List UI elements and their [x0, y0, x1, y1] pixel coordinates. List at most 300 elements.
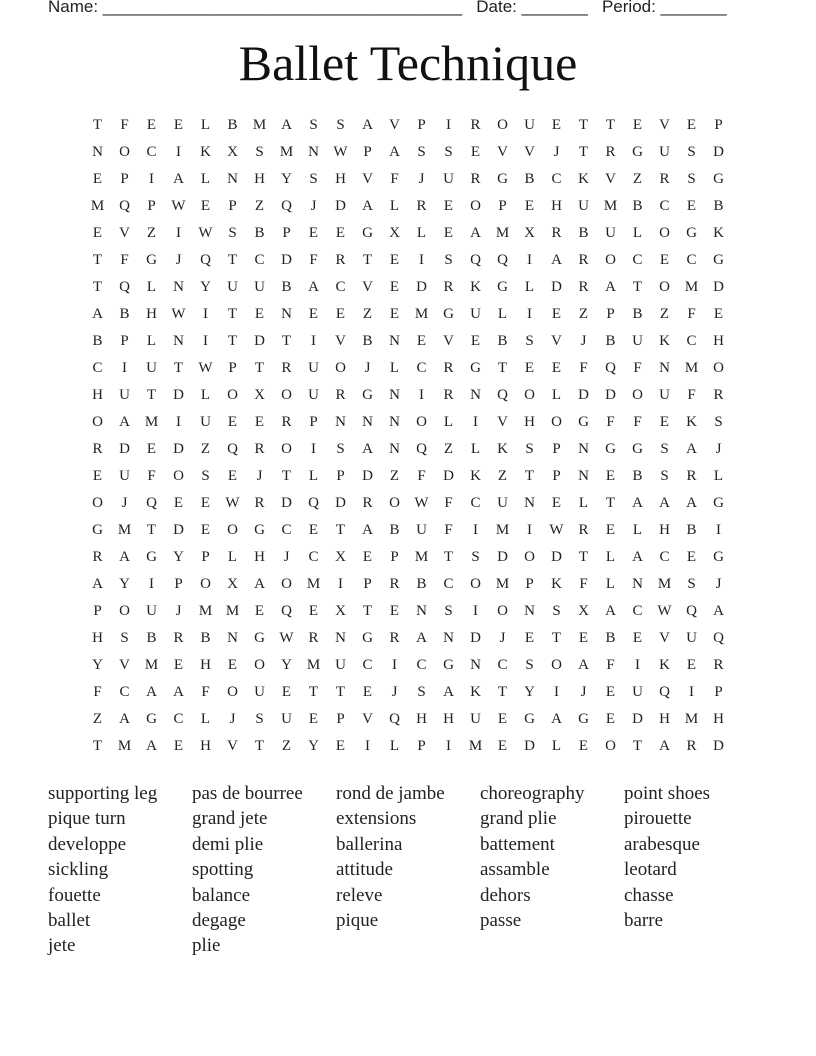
grid-letter[interactable]: W [657, 603, 672, 619]
grid-letter[interactable]: N [389, 333, 400, 349]
grid-letter[interactable]: U [578, 198, 589, 214]
grid-letter[interactable]: M [306, 576, 321, 592]
grid-letter[interactable]: P [120, 171, 129, 187]
grid-letter[interactable]: O [416, 414, 427, 430]
grid-letter[interactable]: E [308, 522, 319, 538]
grid-letter[interactable]: Q [119, 198, 130, 214]
grid-letter[interactable]: M [117, 522, 132, 538]
grid-letter[interactable]: X [578, 603, 589, 619]
grid-letter[interactable]: A [362, 522, 373, 538]
grid-letter[interactable]: O [389, 495, 400, 511]
grid-letter[interactable]: O [632, 387, 643, 403]
grid-letter[interactable]: U [524, 117, 535, 133]
grid-letter[interactable]: A [173, 171, 184, 187]
grid-letter[interactable]: T [497, 684, 508, 700]
grid-letter[interactable]: M [684, 279, 699, 295]
grid-letter[interactable]: E [308, 225, 319, 241]
grid-letter[interactable]: D [713, 144, 724, 160]
grid-letter[interactable]: V [362, 711, 373, 727]
grid-letter[interactable]: K [497, 441, 508, 457]
grid-letter[interactable]: J [310, 198, 317, 214]
grid-letter[interactable]: T [632, 738, 643, 754]
grid-letter[interactable]: U [146, 360, 157, 376]
grid-letter[interactable]: E [254, 603, 265, 619]
grid-letter[interactable]: O [497, 117, 508, 133]
grid-letter[interactable]: A [578, 657, 589, 673]
grid-letter[interactable]: B [632, 198, 643, 214]
grid-letter[interactable]: T [281, 333, 292, 349]
grid-letter[interactable]: N [173, 279, 184, 295]
grid-letter[interactable]: U [308, 387, 319, 403]
grid-letter[interactable]: T [362, 252, 373, 268]
grid-letter[interactable]: A [119, 414, 130, 430]
grid-letter[interactable]: E [308, 603, 319, 619]
grid-letter[interactable]: A [119, 549, 130, 565]
grid-letter[interactable]: F [390, 171, 399, 187]
grid-letter[interactable]: T [227, 252, 238, 268]
grid-letter[interactable]: I [689, 684, 694, 700]
grid-letter[interactable]: T [92, 279, 103, 295]
grid-letter[interactable]: E [659, 252, 670, 268]
grid-letter[interactable]: V [659, 117, 670, 133]
grid-letter[interactable]: A [362, 441, 373, 457]
grid-letter[interactable]: K [578, 171, 589, 187]
grid-letter[interactable]: L [551, 738, 562, 754]
grid-letter[interactable]: O [713, 360, 724, 376]
grid-letter[interactable]: U [416, 522, 427, 538]
grid-letter[interactable]: E [200, 522, 211, 538]
grid-letter[interactable]: C [416, 657, 427, 673]
grid-letter[interactable]: I [473, 414, 478, 430]
grid-letter[interactable]: S [660, 441, 669, 457]
grid-letter[interactable]: E [308, 306, 319, 322]
grid-letter[interactable]: J [499, 630, 506, 646]
grid-letter[interactable]: F [147, 468, 156, 484]
grid-letter[interactable]: R [470, 117, 481, 133]
grid-letter[interactable]: G [362, 630, 373, 646]
grid-letter[interactable]: S [444, 603, 453, 619]
grid-letter[interactable]: D [551, 549, 562, 565]
grid-letter[interactable]: B [254, 225, 265, 241]
grid-letter[interactable]: W [171, 198, 186, 214]
grid-letter[interactable]: Q [605, 360, 616, 376]
grid-letter[interactable]: E [524, 198, 535, 214]
grid-letter[interactable]: I [473, 603, 478, 619]
grid-letter[interactable]: L [200, 171, 211, 187]
grid-letter[interactable]: A [605, 603, 616, 619]
grid-letter[interactable]: D [497, 549, 508, 565]
grid-letter[interactable]: Q [119, 279, 130, 295]
grid-letter[interactable]: T [605, 495, 616, 511]
grid-letter[interactable]: E [443, 198, 454, 214]
grid-letter[interactable]: A [659, 495, 670, 511]
grid-letter[interactable]: U [254, 684, 265, 700]
grid-letter[interactable]: W [549, 522, 564, 538]
grid-letter[interactable]: N [173, 333, 184, 349]
grid-letter[interactable]: E [605, 468, 616, 484]
grid-letter[interactable]: I [149, 171, 154, 187]
grid-letter[interactable]: K [470, 468, 481, 484]
grid-letter[interactable]: N [470, 657, 481, 673]
grid-letter[interactable]: R [389, 576, 400, 592]
grid-letter[interactable]: A [686, 495, 697, 511]
grid-letter[interactable]: I [527, 252, 532, 268]
grid-letter[interactable]: V [551, 333, 562, 349]
grid-letter[interactable]: B [200, 630, 211, 646]
grid-letter[interactable]: U [470, 711, 481, 727]
grid-letter[interactable]: U [227, 279, 238, 295]
grid-letter[interactable]: P [525, 576, 534, 592]
grid-letter[interactable]: S [336, 117, 345, 133]
grid-letter[interactable]: H [146, 306, 157, 322]
grid-letter[interactable]: Z [497, 468, 508, 484]
grid-letter[interactable]: E [335, 738, 346, 754]
grid-letter[interactable]: O [281, 387, 292, 403]
grid-letter[interactable]: U [497, 495, 508, 511]
grid-letter[interactable]: I [554, 684, 559, 700]
grid-letter[interactable]: E [443, 225, 454, 241]
grid-letter[interactable]: S [417, 684, 426, 700]
grid-letter[interactable]: F [606, 657, 615, 673]
grid-letter[interactable]: T [335, 684, 346, 700]
grid-letter[interactable]: F [444, 495, 453, 511]
grid-letter[interactable]: A [254, 576, 265, 592]
grid-letter[interactable]: W [414, 495, 429, 511]
grid-letter[interactable]: C [686, 333, 697, 349]
grid-letter[interactable]: R [686, 468, 697, 484]
grid-letter[interactable]: S [255, 144, 264, 160]
grid-letter[interactable]: Z [254, 198, 265, 214]
grid-letter[interactable]: R [713, 657, 724, 673]
grid-letter[interactable]: S [687, 171, 696, 187]
grid-letter[interactable]: T [335, 522, 346, 538]
grid-letter[interactable]: E [227, 657, 238, 673]
grid-letter[interactable]: A [362, 117, 373, 133]
grid-letter[interactable]: E [389, 603, 400, 619]
grid-letter[interactable]: R [443, 279, 454, 295]
grid-letter[interactable]: G [497, 171, 508, 187]
grid-letter[interactable]: R [362, 495, 373, 511]
grid-letter[interactable]: T [578, 144, 589, 160]
grid-letter[interactable]: G [254, 630, 265, 646]
grid-letter[interactable]: A [389, 144, 400, 160]
grid-letter[interactable]: E [659, 414, 670, 430]
grid-letter[interactable]: P [93, 603, 102, 619]
grid-letter[interactable]: G [254, 522, 265, 538]
grid-letter[interactable]: V [362, 171, 373, 187]
grid-letter[interactable]: P [390, 549, 399, 565]
grid-letter[interactable]: N [389, 414, 400, 430]
grid-letter[interactable]: E [92, 468, 103, 484]
grid-letter[interactable]: R [335, 387, 346, 403]
grid-letter[interactable]: R [173, 630, 184, 646]
grid-letter[interactable]: A [281, 117, 292, 133]
grid-letter[interactable]: H [659, 522, 670, 538]
grid-letter[interactable]: R [578, 279, 589, 295]
grid-letter[interactable]: E [254, 414, 265, 430]
grid-letter[interactable]: U [335, 657, 346, 673]
grid-letter[interactable]: V [227, 738, 238, 754]
grid-letter[interactable]: Y [119, 576, 130, 592]
grid-letter[interactable]: E [605, 684, 616, 700]
grid-letter[interactable]: L [632, 225, 643, 241]
grid-letter[interactable]: C [173, 711, 184, 727]
grid-letter[interactable]: L [389, 360, 400, 376]
grid-letter[interactable]: K [659, 333, 670, 349]
grid-letter[interactable]: A [659, 738, 670, 754]
grid-letter[interactable]: F [633, 414, 642, 430]
grid-letter[interactable]: T [524, 468, 535, 484]
grid-letter[interactable]: G [713, 171, 724, 187]
grid-letter[interactable]: I [473, 522, 478, 538]
grid-letter[interactable]: C [254, 252, 265, 268]
grid-letter[interactable]: F [93, 684, 102, 700]
grid-letter[interactable]: K [470, 279, 481, 295]
grid-letter[interactable]: N [389, 387, 400, 403]
grid-letter[interactable]: D [281, 495, 292, 511]
grid-letter[interactable]: F [579, 360, 588, 376]
grid-letter[interactable]: J [283, 549, 290, 565]
grid-letter[interactable]: C [443, 576, 454, 592]
grid-letter[interactable]: R [551, 225, 562, 241]
grid-letter[interactable]: P [714, 117, 723, 133]
grid-letter[interactable]: L [578, 495, 589, 511]
grid-letter[interactable]: U [443, 171, 454, 187]
grid-letter[interactable]: Z [200, 441, 211, 457]
grid-letter[interactable]: A [416, 630, 427, 646]
grid-letter[interactable]: D [362, 468, 373, 484]
grid-letter[interactable]: E [470, 144, 481, 160]
grid-letter[interactable]: H [713, 333, 724, 349]
grid-letter[interactable]: L [200, 387, 211, 403]
grid-letter[interactable]: T [605, 117, 616, 133]
grid-letter[interactable]: L [227, 549, 238, 565]
grid-letter[interactable]: W [279, 630, 294, 646]
grid-letter[interactable]: M [117, 738, 132, 754]
grid-letter[interactable]: M [684, 711, 699, 727]
grid-letter[interactable]: R [713, 387, 724, 403]
grid-letter[interactable]: P [201, 549, 210, 565]
grid-letter[interactable]: S [687, 144, 696, 160]
grid-letter[interactable]: B [713, 198, 724, 214]
grid-letter[interactable]: V [443, 333, 454, 349]
grid-letter[interactable]: R [659, 171, 670, 187]
grid-letter[interactable]: Q [389, 711, 400, 727]
grid-letter[interactable]: U [308, 360, 319, 376]
grid-letter[interactable]: E [470, 333, 481, 349]
grid-letter[interactable]: A [119, 711, 130, 727]
grid-letter[interactable]: U [119, 468, 130, 484]
grid-letter[interactable]: R [308, 630, 319, 646]
grid-letter[interactable]: M [90, 198, 105, 214]
grid-letter[interactable]: D [173, 522, 184, 538]
grid-letter[interactable]: P [552, 441, 561, 457]
grid-letter[interactable]: B [362, 333, 373, 349]
grid-letter[interactable]: A [686, 441, 697, 457]
grid-letter[interactable]: R [470, 171, 481, 187]
grid-letter[interactable]: B [92, 333, 103, 349]
grid-letter[interactable]: E [173, 738, 184, 754]
grid-letter[interactable]: N [335, 414, 346, 430]
grid-letter[interactable]: P [606, 306, 615, 322]
grid-letter[interactable]: E [578, 738, 589, 754]
grid-letter[interactable]: E [578, 630, 589, 646]
grid-letter[interactable]: G [632, 441, 643, 457]
grid-letter[interactable]: F [633, 360, 642, 376]
grid-letter[interactable]: T [146, 387, 157, 403]
grid-letter[interactable]: T [578, 117, 589, 133]
grid-letter[interactable]: W [198, 360, 213, 376]
grid-letter[interactable]: O [92, 414, 103, 430]
grid-letter[interactable]: O [227, 522, 238, 538]
grid-letter[interactable]: L [713, 468, 724, 484]
grid-letter[interactable]: D [416, 279, 427, 295]
grid-letter[interactable]: P [309, 414, 318, 430]
grid-letter[interactable]: C [92, 360, 103, 376]
grid-letter[interactable]: J [580, 333, 587, 349]
grid-letter[interactable]: E [389, 306, 400, 322]
grid-letter[interactable]: O [335, 360, 346, 376]
grid-letter[interactable]: C [281, 522, 292, 538]
grid-letter[interactable]: G [713, 495, 724, 511]
grid-letter[interactable]: E [389, 279, 400, 295]
grid-letter[interactable]: O [92, 495, 103, 511]
grid-letter[interactable]: M [198, 603, 213, 619]
grid-letter[interactable]: E [308, 711, 319, 727]
grid-letter[interactable]: M [414, 306, 429, 322]
grid-letter[interactable]: N [227, 630, 238, 646]
grid-letter[interactable]: O [254, 657, 265, 673]
grid-letter[interactable]: T [308, 684, 319, 700]
grid-letter[interactable]: T [551, 630, 562, 646]
grid-letter[interactable]: X [389, 225, 400, 241]
grid-letter[interactable]: E [605, 711, 616, 727]
grid-letter[interactable]: T [497, 360, 508, 376]
grid-letter[interactable]: P [120, 333, 129, 349]
grid-letter[interactable]: Q [281, 198, 292, 214]
grid-letter[interactable]: T [254, 738, 265, 754]
grid-letter[interactable]: D [281, 252, 292, 268]
grid-letter[interactable]: J [229, 711, 236, 727]
grid-letter[interactable]: O [524, 549, 535, 565]
grid-letter[interactable]: M [252, 117, 267, 133]
grid-letter[interactable]: E [524, 360, 535, 376]
grid-letter[interactable]: P [552, 468, 561, 484]
grid-letter[interactable]: B [632, 306, 643, 322]
grid-letter[interactable]: P [282, 225, 291, 241]
grid-letter[interactable]: V [119, 657, 130, 673]
grid-letter[interactable]: S [444, 252, 453, 268]
grid-letter[interactable]: E [335, 306, 346, 322]
grid-letter[interactable]: B [686, 522, 697, 538]
grid-letter[interactable]: N [389, 441, 400, 457]
grid-letter[interactable]: H [254, 549, 265, 565]
grid-letter[interactable]: T [173, 360, 184, 376]
grid-letter[interactable]: Y [200, 279, 211, 295]
grid-letter[interactable]: O [551, 657, 562, 673]
grid-letter[interactable]: N [524, 603, 535, 619]
grid-letter[interactable]: H [524, 414, 535, 430]
grid-letter[interactable]: C [659, 549, 670, 565]
grid-letter[interactable]: J [391, 684, 398, 700]
grid-letter[interactable]: C [335, 279, 346, 295]
grid-letter[interactable]: T [578, 549, 589, 565]
grid-letter[interactable]: I [176, 414, 181, 430]
grid-letter[interactable]: G [443, 306, 454, 322]
grid-letter[interactable]: N [470, 387, 481, 403]
grid-letter[interactable]: G [686, 225, 697, 241]
grid-letter[interactable]: E [632, 117, 643, 133]
grid-letter[interactable]: N [578, 468, 589, 484]
grid-letter[interactable]: E [146, 117, 157, 133]
grid-letter[interactable]: E [686, 549, 697, 565]
grid-letter[interactable]: H [92, 387, 103, 403]
grid-letter[interactable]: G [578, 711, 589, 727]
grid-letter[interactable]: S [417, 144, 426, 160]
grid-letter[interactable]: L [470, 441, 481, 457]
grid-letter[interactable]: T [281, 468, 292, 484]
grid-letter[interactable]: M [495, 522, 510, 538]
name-field[interactable]: Name: ______________________________________ [48, 0, 463, 16]
grid-letter[interactable]: P [417, 738, 426, 754]
grid-letter[interactable]: V [497, 414, 508, 430]
grid-letter[interactable]: F [120, 117, 129, 133]
grid-letter[interactable]: C [119, 684, 130, 700]
grid-letter[interactable]: M [144, 414, 159, 430]
grid-letter[interactable]: H [443, 711, 454, 727]
grid-letter[interactable]: O [605, 252, 616, 268]
grid-letter[interactable]: T [92, 738, 103, 754]
grid-letter[interactable]: J [121, 495, 128, 511]
grid-letter[interactable]: N [443, 630, 454, 646]
grid-letter[interactable]: A [713, 603, 724, 619]
grid-letter[interactable]: H [551, 198, 562, 214]
grid-letter[interactable]: D [119, 441, 130, 457]
grid-letter[interactable]: N [362, 414, 373, 430]
grid-letter[interactable]: M [414, 549, 429, 565]
grid-letter[interactable]: F [120, 252, 129, 268]
grid-letter[interactable]: D [632, 711, 643, 727]
grid-letter[interactable]: S [714, 414, 723, 430]
grid-letter[interactable]: Q [713, 630, 724, 646]
grid-letter[interactable]: L [200, 711, 211, 727]
grid-letter[interactable]: Q [146, 495, 157, 511]
grid-letter[interactable]: I [392, 657, 397, 673]
grid-letter[interactable]: Z [362, 306, 373, 322]
grid-letter[interactable]: V [362, 279, 373, 295]
grid-letter[interactable]: E [524, 630, 535, 646]
grid-letter[interactable]: Q [497, 387, 508, 403]
grid-letter[interactable]: P [363, 576, 372, 592]
grid-letter[interactable]: O [659, 225, 670, 241]
grid-letter[interactable]: Z [92, 711, 103, 727]
grid-letter[interactable]: G [470, 360, 481, 376]
grid-letter[interactable]: S [525, 333, 534, 349]
grid-letter[interactable]: L [200, 117, 211, 133]
grid-letter[interactable]: T [92, 252, 103, 268]
grid-letter[interactable]: S [660, 468, 669, 484]
grid-letter[interactable]: I [203, 333, 208, 349]
grid-letter[interactable]: D [578, 387, 589, 403]
grid-letter[interactable]: H [659, 711, 670, 727]
grid-letter[interactable]: C [659, 198, 670, 214]
grid-letter[interactable]: G [92, 522, 103, 538]
grid-letter[interactable]: M [603, 198, 618, 214]
grid-letter[interactable]: E [281, 684, 292, 700]
grid-letter[interactable]: T [227, 333, 238, 349]
grid-letter[interactable]: Y [173, 549, 184, 565]
grid-letter[interactable]: D [173, 441, 184, 457]
